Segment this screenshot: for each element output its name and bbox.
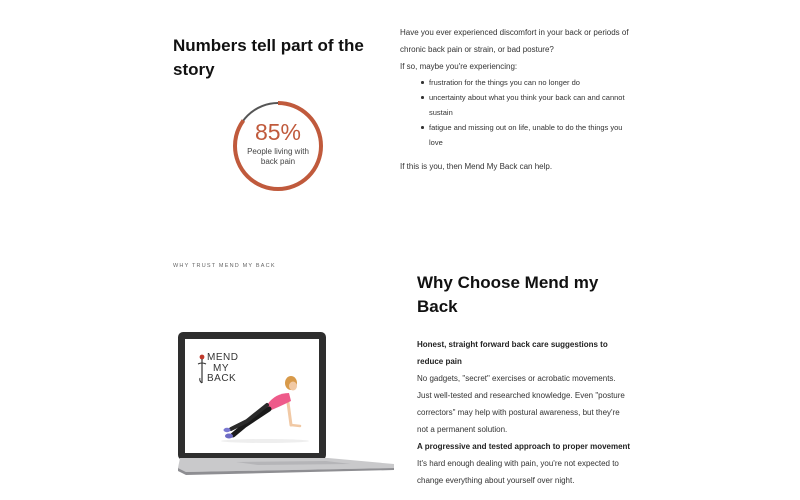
- list-item: fatigue and missing out on life, unable to do the things you love: [425, 120, 630, 150]
- stat-ring-graphic: [232, 100, 324, 192]
- section-eyebrow: WHY TRUST MEND MY BACK: [173, 263, 276, 269]
- intro-outro: If this is you, then Mend My Back can help.: [400, 162, 553, 171]
- why-point-title: Honest, straight forward back care suggestions to reduce pain: [417, 340, 608, 366]
- exercise-figure-icon: [205, 369, 315, 449]
- list-item: frustration for the things you can no longer do: [425, 75, 630, 90]
- stat-value: 85%: [254, 119, 302, 145]
- why-body: [417, 336, 632, 489]
- why-point-title: A progressive and tested approach to proper movement: [417, 442, 631, 451]
- stats-heading: Numbers tell part of the story: [173, 36, 364, 79]
- list-item: uncertainty about what you think your back can and cannot sustain: [425, 90, 630, 120]
- intro-lead: If so, maybe you're experiencing:: [400, 62, 518, 71]
- laptop-screen-frame: [178, 332, 326, 460]
- pain-list: [400, 75, 630, 150]
- logo-line: MEND: [207, 352, 239, 363]
- laptop-screen: [185, 339, 319, 453]
- stat-caption: People living with back pain: [247, 147, 309, 166]
- laptop-image: [176, 332, 398, 477]
- why-heading: Why Choose Mend my Back: [417, 273, 599, 316]
- laptop-base: [176, 456, 398, 478]
- intro-question: Have you ever experienced discomfort in your back or periods of chronic back pain or strain, or bad posture?: [400, 28, 629, 54]
- why-point-text: It's hard enough dealing with pain, you're not expected to change everything about yourself over night.: [417, 459, 619, 485]
- logo-line: BACK: [207, 373, 237, 384]
- intro-text: [400, 24, 630, 175]
- why-point-text: No gadgets, "secret" exercises or acrobatic movements. Just well-tested and researched knowledge. Even "posture correctors" may help with postural awareness, but they're not a permanent solution.: [417, 374, 625, 434]
- logo-line: MY: [213, 362, 229, 374]
- stat-ring: [232, 100, 324, 192]
